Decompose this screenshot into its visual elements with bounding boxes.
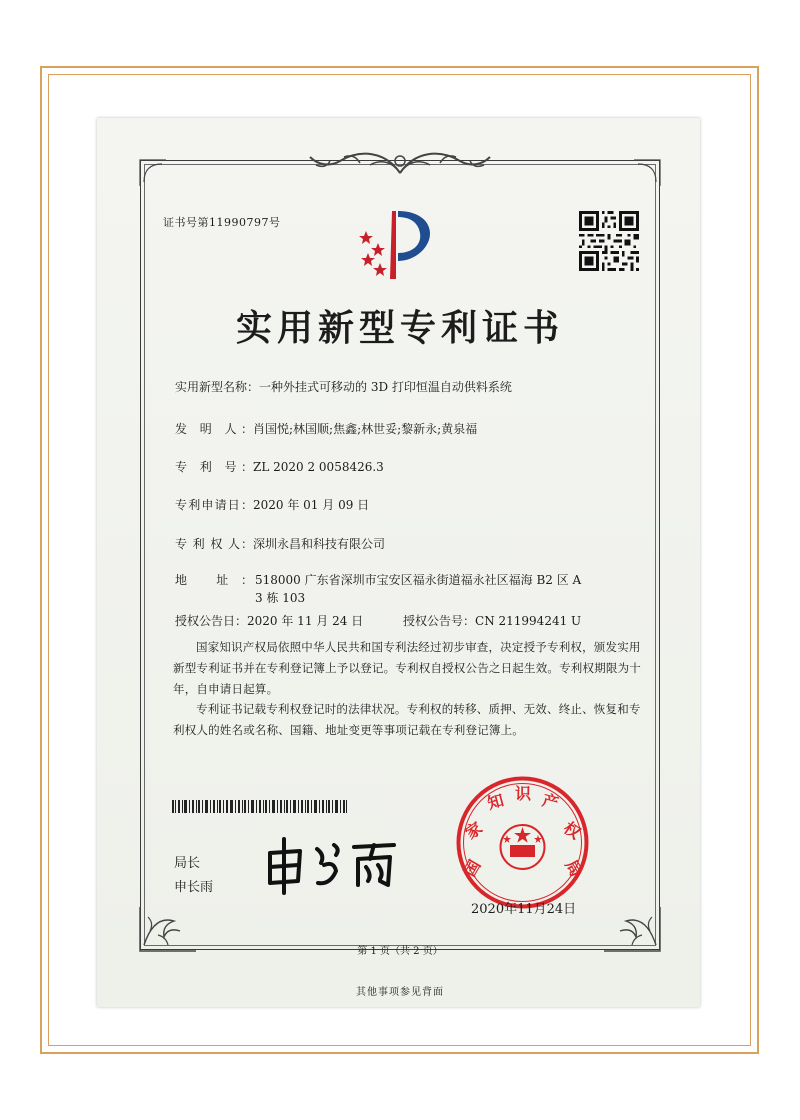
utility-model-name-label: 实用新型名称：: [175, 380, 260, 394]
address-value: 518000 广东省深圳市宝安区福永街道福永社区福海 B2 区 A 3 栋 103: [255, 573, 582, 605]
svg-text:家: 家: [461, 818, 486, 843]
director-signature-icon: [262, 835, 402, 895]
utility-model-name-row: [175, 378, 512, 395]
svg-text:权: 权: [560, 818, 585, 843]
patent-number-value: ZL 2020 2 0058426.3: [253, 460, 384, 474]
svg-text:产: 产: [540, 790, 561, 813]
address-row: [175, 571, 253, 588]
inventor-label: 发 明 人：: [175, 422, 253, 436]
address-label: 地 址：: [175, 573, 253, 587]
patent-holder-value: 深圳永昌和科技有限公司: [253, 537, 386, 551]
svg-text:识: 识: [514, 784, 532, 803]
patent-number-label: 专 利 号：: [175, 460, 253, 474]
grant-date-row: [175, 612, 363, 629]
barcode-icon: [172, 800, 347, 813]
patent-holder-row: [175, 535, 385, 552]
application-date-value: 2020 年 01 月 09 日: [253, 498, 370, 512]
certificate-title: 实用新型专利证书: [235, 307, 564, 349]
top-ornament-icon: [300, 143, 500, 179]
qr-code-icon: [579, 210, 639, 272]
footer-note: 其他事项参见背面: [356, 987, 444, 998]
svg-text:知: 知: [485, 790, 506, 813]
certificate-number: 证书号第11990797号: [163, 216, 281, 229]
svg-text:局: 局: [561, 856, 586, 880]
grant-statement-paragraph: 国家知识产权局依照中华人民共和国专利法经过初步审查，决定授予专利权，颁发实用新型专利证书并在专利登记簿上予以登记。专利权自授权公告之日起生效。专利权期限为十年，自申请日起算。: [173, 640, 641, 696]
svg-text:国: 国: [460, 856, 485, 880]
page-number: 第 1 页（共 2 页）: [357, 946, 443, 957]
grant-number-row: [403, 612, 581, 629]
application-date-row: [175, 496, 369, 513]
seal-date: 2020年11月24日: [471, 902, 577, 917]
corner-ornament-top-right-icon: [632, 158, 662, 188]
grant-number-value: CN 211994241 U: [475, 614, 582, 628]
utility-model-name-value: 一种外挂式可移动的 3D 打印恒温自动供料系统: [259, 380, 512, 394]
grant-number-label: 授权公告号：: [403, 614, 476, 628]
cnipa-logo-icon: [352, 205, 442, 285]
patent-number-row: [175, 458, 384, 475]
grant-date-value: 2020 年 11 月 24 日: [247, 614, 364, 628]
patent-holder-label: 专 利 权 人：: [175, 537, 253, 551]
application-date-label: 专利申请日：: [175, 498, 253, 512]
official-seal-icon: [455, 775, 590, 910]
inventor-row: [175, 420, 477, 437]
inventor-value: 肖国悦;林国顺;焦鑫;林世妥;黎新永;黄泉福: [253, 422, 478, 436]
director-title: 局长: [174, 856, 201, 871]
grant-date-label: 授权公告日：: [175, 614, 248, 628]
legal-status-paragraph: 专利证书记载专利权登记时的法律状况。专利权的转移、质押、无效、终止、恢复和专利权人的姓名或名称、国籍、地址变更等事项记载在专利登记簿上。: [173, 702, 641, 737]
director-name: 申长雨: [174, 880, 214, 895]
corner-ornament-top-left-icon: [138, 158, 168, 188]
